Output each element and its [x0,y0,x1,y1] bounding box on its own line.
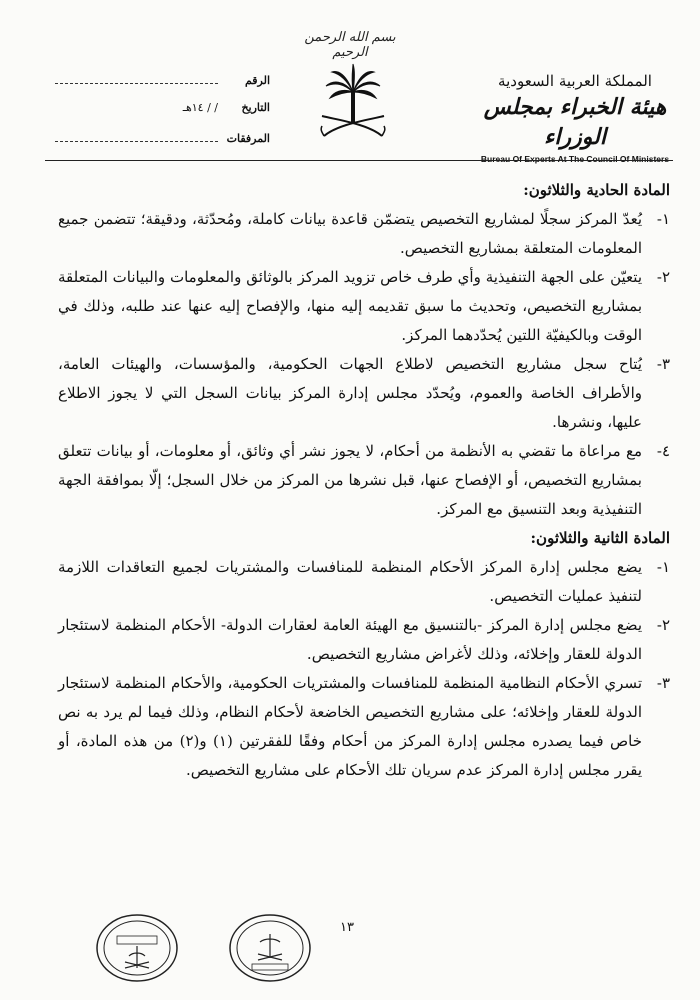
article-32-clause-3 [58,669,670,785]
clause-number: ٤- [656,442,670,460]
clause-number: ٢- [656,268,670,286]
clause-text: يضع مجلس إدارة المركز -بالتنسيق مع الهيئة العامة لعقارات الدولة- الأحكام المنظمة لاستئجار الدولة للعقار وإخلائه، وذلك لأغراض مشاريع التخصيص. [58,616,642,663]
number-line [55,72,218,84]
attachments-label: المرفقات [226,132,270,145]
clause-text: يضع مجلس إدارة المركز الأحكام المنظمة للمنافسات والمشتريات لجميع التعاقدات اللازمة لتنفيذ عمليات التخصيص. [58,558,642,605]
article-31-clause-3 [58,350,670,437]
article-32-title: المادة الثانية والثلاثون: [530,529,670,547]
clause-text: يُعدّ المركز سجلًا لمشاريع التخصيص يتضمّن قاعدة بيانات كاملة، ومُحدّثة، ودقيقة؛ تتضمن جميع المعلومات المتعلقة بمشاريع التخصيص. [58,210,642,257]
organization-name-english: Bureau Of Experts At The Council Of Ministers [480,154,670,164]
article-32-clause-1 [58,553,670,611]
date-field [55,101,270,130]
clause-text: مع مراعاة ما تقضي به الأنظمة من أحكام، لا يجوز نشر أي وثائق، أو معلومات، أو بيانات تتعلق بمشاريع التخصيص، أو الإفصاح عنها، قبل نشرها من المركز من خلال السجل؛ إلّا بموافقة الجهة التنفيذية وبعد التنسيق مع المركز. [58,442,642,518]
number-label: الرقم [244,74,270,87]
reference-fields [55,72,270,159]
bismillah-calligraphy: بسم الله الرحمن الرحيم [304,30,396,60]
date-label: التاريخ [241,101,270,114]
attachments-line [55,130,218,142]
article-31-clause-4 [58,437,670,524]
clause-text: يُتاح سجل مشاريع التخصيص لاطلاع الجهات الحكومية، والمؤسسات، والهيئات العامة، والأطراف الخاصة والعموم، ويُحدّد مجلس إدارة المركز بيانات السجل التي لا يجوز الاطلاع عليها، ونشرها. [58,355,642,431]
number-field [55,72,270,101]
article-31-clause-2 [58,263,670,350]
article-31-title: المادة الحادية والثلاثون: [523,181,670,199]
clause-text: تسري الأحكام النظامية المنظمة للمنافسات والمشتريات الحكومية، والأحكام المنظمة لاستئجار الدولة للعقار وإخلائه؛ على مشاريع التخصيص الخاضعة لأحكام النظام، وذلك فيما لم يرد به نص خاص فيما يصدره مجلس إدارة المركز من أحكام وفقًا للفقرتين (١) و(٢) من هذه المادة، أو يقرر مجلس إدارة المركز عدم سريان تلك الأحكام على مشاريع التخصيص. [58,674,643,779]
clause-number: ١- [656,210,670,228]
kingdom-name: المملكة العربية السعودية [498,72,652,90]
article-31-clause-1 [58,205,670,263]
clause-number: ٢- [656,616,670,634]
clause-text: يتعيّن على الجهة التنفيذية وأي طرف خاص تزويد المركز بالوثائق والمعلومات والبيانات المتعلقة بمشاريع التخصيص، وتحديث ما سبق تقديمه إليه منها، والإفصاح إليه عنها عند طلبه، وذلك في الوقت وبالكيفيّة اللتين يُحدّدهما المركز. [58,268,642,344]
page-number: ١٣ [340,920,354,935]
attachments-field [55,130,270,159]
document-body [58,176,670,785]
article-32-clause-2 [58,611,670,669]
organization-name: هيئة الخبراء بمجلس الوزراء [483,94,667,150]
clause-number: ١- [656,558,670,576]
saudi-emblem-icon [318,62,388,142]
header-divider [45,160,673,161]
official-stamp-icon [95,912,179,984]
organization-header [470,72,680,164]
clause-number: ٣- [656,355,670,373]
clause-number: ٣- [656,674,670,692]
official-stamp-icon [228,912,312,984]
date-value: / / ١٤هـ [182,101,218,114]
